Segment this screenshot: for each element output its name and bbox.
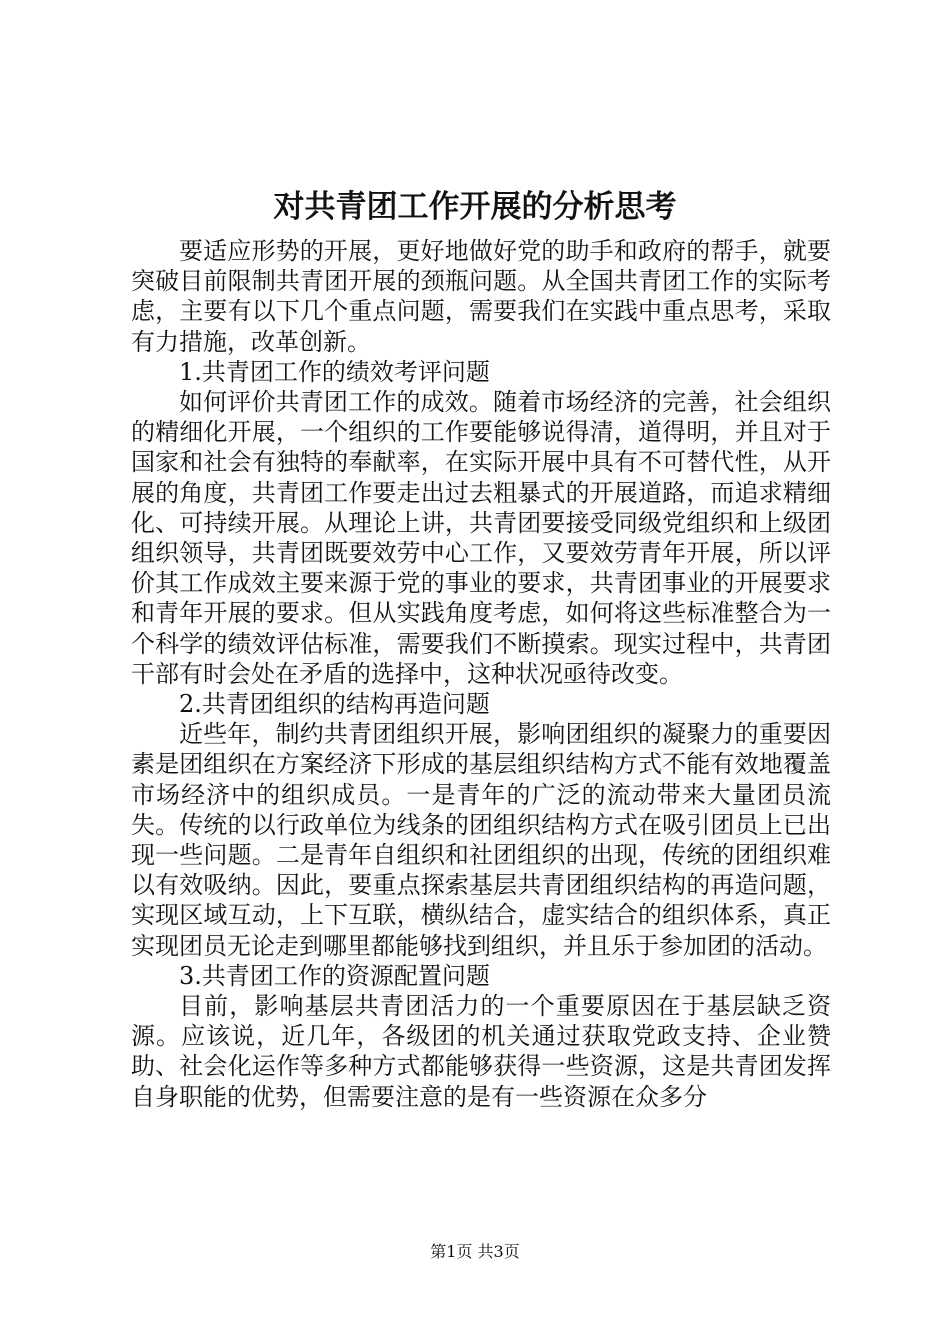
page-footer: 第1页 共3页 [430, 1242, 520, 1261]
paragraph-section-3: 目前，影响基层共青团活力的一个重要原因在于基层缺乏资源。应该说，近几年，各级团的机关通过获取党政支持、企业赞助、社会化运作等多种方式都能够获得一些资源，这是共青团发挥自身职能的优势，但需要注意的是有一些资源在众多分 [131, 992, 831, 1111]
section-heading-3: 3.共青团工作的资源配置问题 [179, 961, 490, 990]
section-heading-1: 1.共青团工作的绩效考评问题 [179, 357, 490, 386]
document-title: 对共青团工作开展的分析思考 [273, 189, 677, 225]
paragraph-section-1: 如何评价共青团工作的成效。随着市场经济的完善，社会组织的精细化开展，一个组织的工作要能够说得清，道得明，并且对于国家和社会有独特的奉献率，在实际开展中具有不可替代性，从开展的角度，共青团工作要走出过去粗暴式的开展道路，而追求精细化、可持续开展。从理论上讲，共青团要接受同级党组织和上级团组织领导，共青团既要效劳中心工作，又要效劳青年开展，所以评价其工作成效主要来源于党的事业的要求，共青团事业的开展要求和青年开展的要求。但从实践角度考虑，如何将这些标准整合为一个科学的绩效评估标准，需要我们不断摸索。现实过程中，共青团干部有时会处在矛盾的选择中，这种状况亟待改变。 [131, 388, 831, 688]
paragraph-section-2: 近些年，制约共青团组织开展，影响团组织的凝聚力的重要因素是团组织在方案经济下形成的基层组织结构方式不能有效地覆盖市场经济中的组织成员。一是青年的广泛的流动带来大量团员流失。传统的以行政单位为线条的团组织结构方式在吸引团员上已出现一些问题。二是青年自组织和社团组织的出现，传统的团组织难以有效吸纳。因此，要重点探索基层共青团组织结构的再造问题，实现区域互动，上下互联，横纵结合，虚实结合的组织体系，真正实现团员无论走到哪里都能够找到组织，并且乐于参加团的活动。 [131, 720, 831, 960]
section-heading-2: 2.共青团组织的结构再造问题 [179, 690, 490, 719]
document-body [131, 236, 831, 1112]
paragraph-intro: 要适应形势的开展，更好地做好党的助手和政府的帮手，就要突破目前限制共青团开展的颈瓶问题。从全国共青团工作的实际考虑，主要有以下几个重点问题，需要我们在实践中重点思考，采取有力措施，改革创新。 [131, 237, 831, 356]
